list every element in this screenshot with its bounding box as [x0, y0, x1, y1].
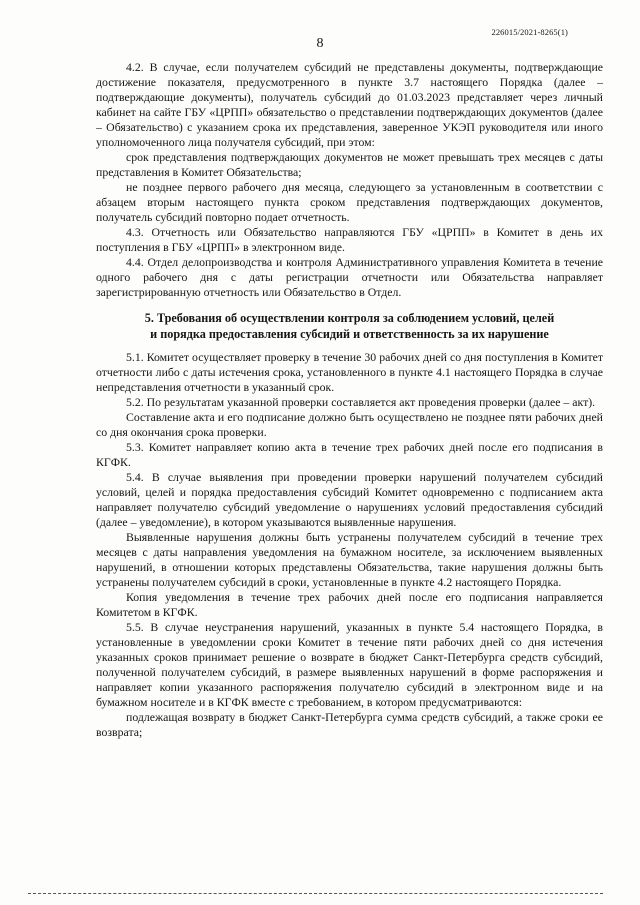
paragraph-4-4: 4.4. Отдел делопроизводства и контроля Административного управления Комитета в течение одного рабочего дня с даты регистрации отчетности или Обязательства направляет зарегистрированную отчетность или Обязательство в Отдел.	[96, 255, 603, 299]
paragraph-5-2: 5.2. По результатам указанной проверки составляется акт проведения проверки (далее – акт).	[126, 395, 596, 409]
section-5-title	[96, 310, 603, 342]
paragraph-5-4: 5.4. В случае выявления при проведении проверки нарушений получателем субсидий условий, целей и порядка предоставления субсидий Комитет одновременно с подписанием акта направляет получателю субсидий уведомление о нарушениях условий предоставления субсидий (далее – уведомление), в котором указываются выявленные нарушения.	[96, 470, 603, 529]
paragraph-5-4-remedy: Выявленные нарушения должны быть устранены получателем субсидий в течение трех месяцев с даты направления уведомления на бумажном носителе, за исключением выявленных нарушений, в отношении которых представлены Обязательства, такие нарушения должны быть устранены получателем субсидий в сроки, установленные в пункте 4.2 настоящего Порядка.	[96, 530, 603, 589]
paragraph-4-3: 4.3. Отчетность или Обязательство направляются ГБУ «ЦРПП» в Комитет в день их поступления в ГБУ «ЦРПП» в электронном виде.	[96, 225, 603, 254]
paragraph-4-2: 4.2. В случае, если получателем субсидий не представлены документы, подтверждающие достижение показателя, предусмотренного в пункте 3.7 настоящего Порядка (далее – подтверждающие документы), получатель субсидий до 01.03.2023 представляет через личный кабинет на сайте ГБУ «ЦРПП» обязательство о представлении подтверждающих документов (далее – Обязательство) с указанием срока их представления, заверенное УКЭП руководителя или иного уполномоченного лица получателя субсидий, при этом:	[96, 60, 603, 149]
paragraph-4-2-deadline: не позднее первого рабочего дня месяца, следующего за установленным в соответствии с абзацем вторым настоящего пункта сроком представления подтверждающих документов, получатель субсидий повторно подает отчетность.	[96, 180, 603, 224]
footer-divider	[28, 893, 603, 894]
paragraph-5-1: 5.1. Комитет осуществляет проверку в течение 30 рабочих дней со дня поступления в Комитет отчетности либо с даты истечения срока, установленного в пункте 4.1 настоящего Порядка в случае непредставления отчетности в указанный срок.	[96, 350, 603, 394]
paragraph-5-5-amount: подлежащая возврату в бюджет Санкт-Петербурга сумма средств субсидий, а также сроки ее возврата;	[96, 710, 603, 739]
document-body	[96, 60, 603, 740]
paragraph-5-5: 5.5. В случае неустранения нарушений, указанных в пункте 5.4 настоящего Порядка, в установленные в уведомлении сроки Комитет в течение пяти рабочих дней со дня истечения указанных сроков принимает решение о возврате в бюджет Санкт-Петербурга средств субсидий, полученной получателем субсидий, в размере выявленных нарушений в форме распоряжения и направляет копии указанного распоряжения получателю субсидий в электронном виде и на бумажном носителе и в КГФК вместе с требованием, в котором предусматриваются:	[96, 620, 603, 709]
document-id: 226015/2021-8265(1)	[491, 27, 568, 37]
section-5-title-line-2: и порядка предоставления субсидий и ответственность за их нарушение	[150, 327, 549, 341]
section-5-title-line-1: 5. Требования об осуществлении контроля за соблюдением условий, целей	[144, 311, 555, 325]
paragraph-4-2-term: срок представления подтверждающих документов не может превышать трех месяцев с даты представления в Комитет Обязательства;	[96, 150, 603, 179]
page-number: 8	[316, 36, 324, 51]
paragraph-5-4-copy: Копия уведомления в течение трех рабочих дней после его подписания направляется Комитетом в КГФК.	[96, 590, 603, 619]
paragraph-5-3: 5.3. Комитет направляет копию акта в течение трех рабочих дней после его подписания в КГФК.	[96, 440, 603, 469]
paragraph-5-2-act: Составление акта и его подписание должно быть осуществлено не позднее пяти рабочих дней со дня окончания срока проверки.	[96, 410, 603, 439]
